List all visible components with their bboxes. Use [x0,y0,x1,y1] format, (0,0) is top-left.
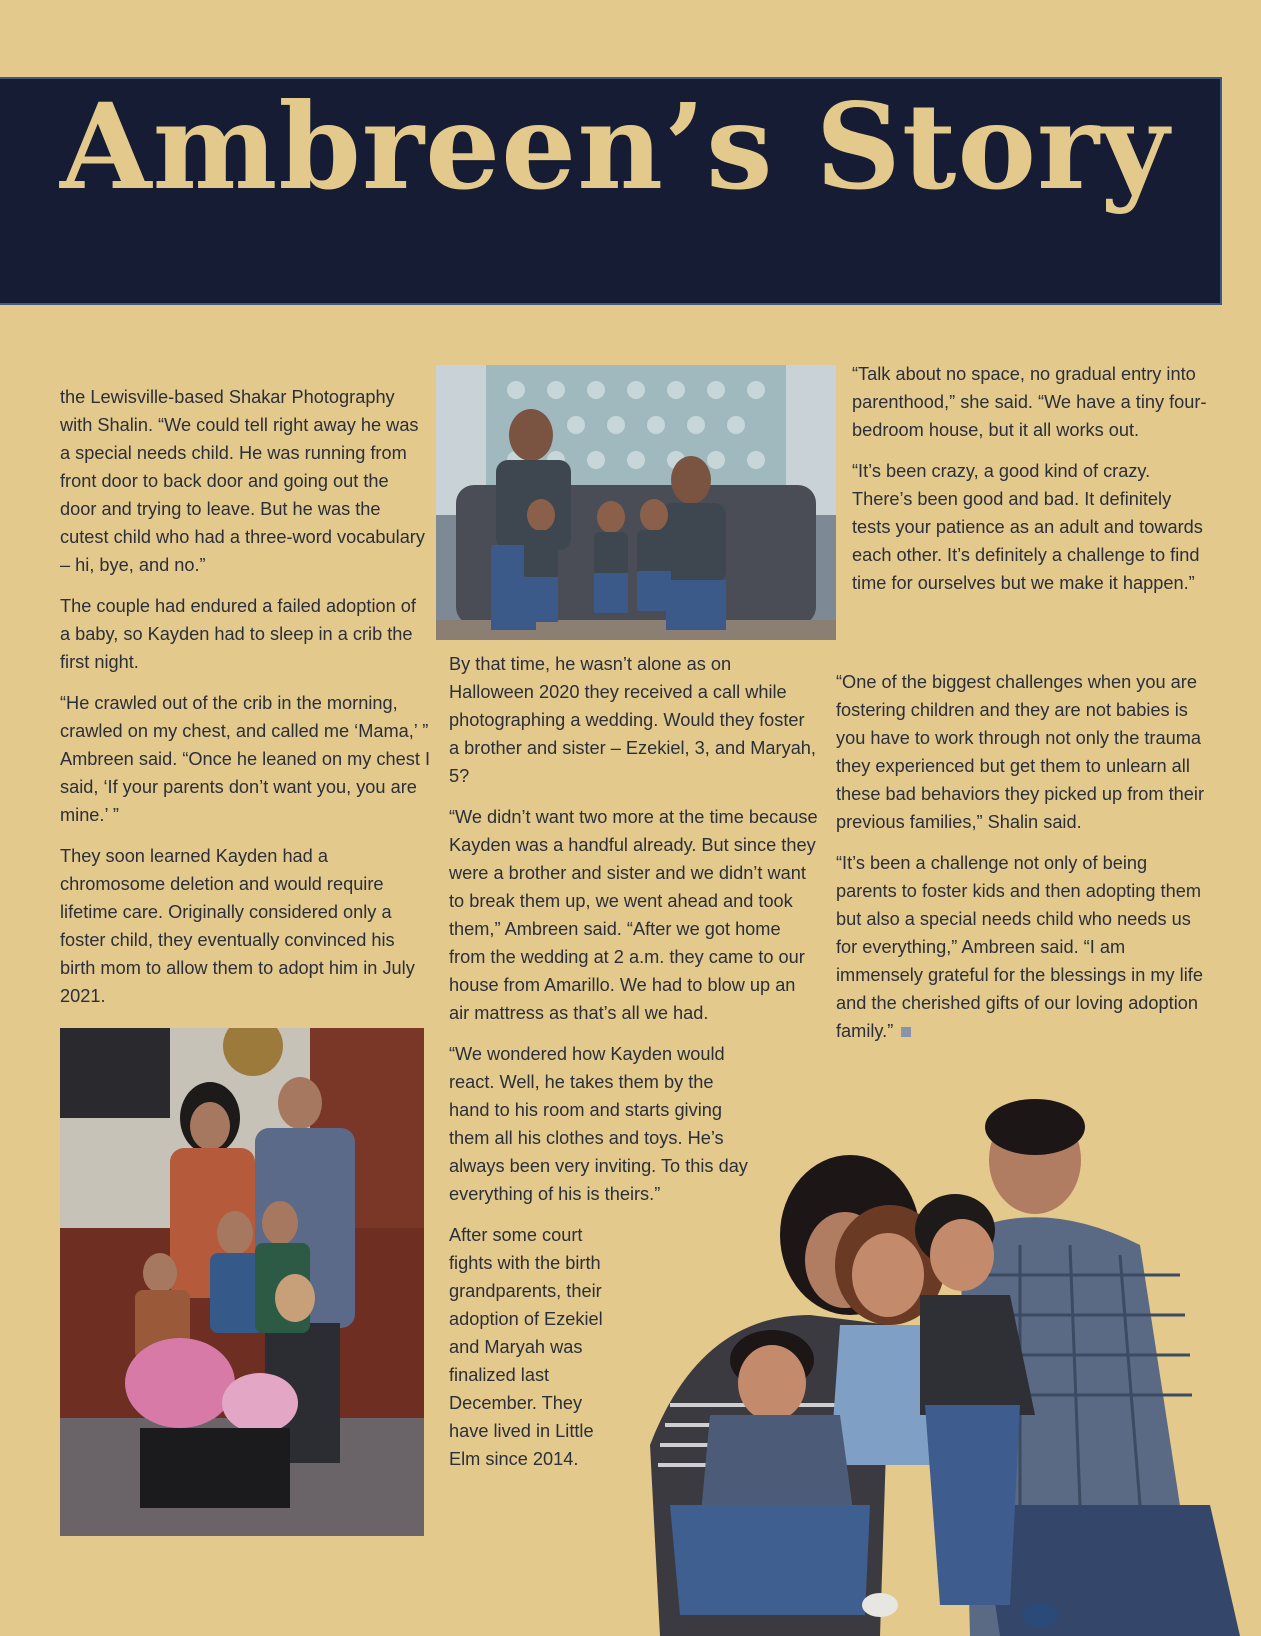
paragraph: the Lewisville-based Shakar Photography with Shalin. “We could tell right away he was a special needs child. He was running from front door to back door and going out the door and trying to leave. But he was the cutest child who had a three-word vocabulary – hi, bye, and no.” [60,387,425,575]
paragraph: “One of the biggest challenges when you are fostering children and they are not babies is you have to work through not only the trauma they experienced but get them to unlearn all these bad behaviors they picked up from their previous families,” Shalin said. [836,672,1205,832]
paragraph [836,849,1206,1045]
family-couch-photo [436,365,836,640]
end-mark [901,1027,911,1037]
family-embrace-photo [640,1085,1261,1636]
paragraph: By that time, he wasn’t alone as on Halloween 2020 they received a call while photographing a wedding. Would they foster a brother and sister – Ezekiel, 3, and Maryah, 5? [449,654,816,786]
paragraph: “It’s been crazy, a good kind of crazy. There’s been good and bad. It definitely tests your patience as an adult and towards each other. It’s definitely a challenge to find time for ourselves but we make it happen.” [852,461,1203,593]
courtroom-family-photo [60,1028,424,1536]
column-1 [60,383,430,1023]
paragraph: “We wondered how Kayden would react. Well, he takes them by the hand to his room and starts giving them all his clothes and toys. He’s always been very inviting. To this day everything of his is theirs.” [449,1044,748,1204]
paragraph: The couple had endured a failed adoption of a baby, so Kayden had to sleep in a crib the first night. [60,596,416,672]
closing-quote-text: “It’s been a challenge not only of being parents to foster kids and then adopting them but also a special needs child who needs us for everything,” Ambreen said. “I am immensely grateful for the blessings in my life and the cherished gifts of our loving adoption family.” [836,853,1203,1041]
paragraph: They soon learned Kayden had a chromosome deletion and would require lifetime care. Originally considered only a foster child, they eventually convinced his birth mom to allow them to adopt him in July 2021. [60,846,415,1006]
paragraph: “He crawled out of the crib in the morning, crawled on my chest, and called me ‘Mama,’ ” Ambreen said. “Once he leaned on my chest I said, ‘If your parents don’t want you, you are mine.’ ” [60,693,431,825]
column-3-bottom [836,668,1206,1058]
column-3-top [852,360,1207,610]
paragraph: “Talk about no space, no gradual entry into parenthood,” she said. “We have a tiny four-bedroom house, but it all works out. [852,364,1207,440]
paragraph: “We didn’t want two more at the time because Kayden was a handful already. But since they were a brother and sister and we didn’t want to break them up, we went ahead and took them,” Ambreen said. “After we got home from the wedding at 2 a.m. they came to our house from Amarillo. We had to blow up an air mattress as that’s all we had. [449,807,818,1023]
page-title: Ambreen’s Story [60,77,1170,216]
paragraph: After some court fights with the birth grandparents, their adoption of Ezekiel and Maryah was finalized last December. They have lived in Little Elm since 2014. [449,1225,603,1469]
